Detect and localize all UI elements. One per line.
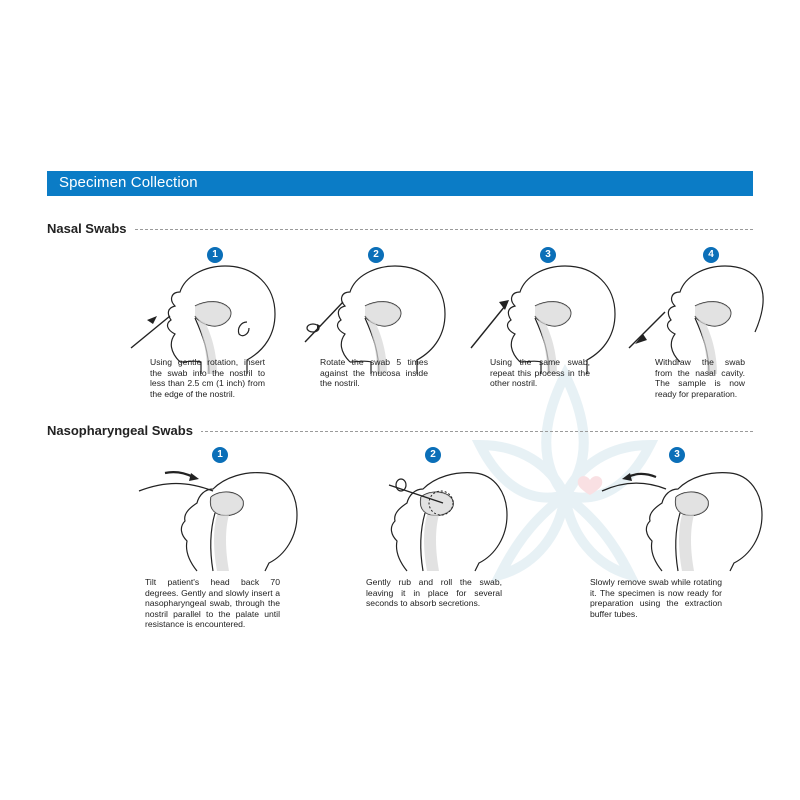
nasal-step-1-caption: Using gentle rotation, insert the swab into the nostril to less than 2.5 cm (1 inch) from the edge of the nostril. [150, 357, 265, 399]
np-step-3-illustration [600, 463, 765, 573]
nasal-divider [125, 229, 753, 230]
nasal-step-3-badge: 3 [540, 247, 556, 263]
nasal-step-2-badge: 2 [368, 247, 384, 263]
np-step-1-caption: Tilt patient's head back 70 degrees. Gently and slowly insert a nasopharyngeal swab, through the nostril parallel to the palate until resistance is encountered. [145, 577, 280, 630]
nasal-step-3-caption: Using the same swab, repeat this process in the other nostril. [490, 357, 590, 389]
header-bar [47, 171, 753, 196]
nasal-step-4-caption: Withdraw the swab from the nasal cavity. The sample is now ready for preparation. [655, 357, 745, 399]
nasal-section-title: Nasal Swabs [47, 221, 135, 236]
nasal-step-2-caption: Rotate the swab 5 times against the mucosa inside the nostril. [320, 357, 428, 389]
nasopharyngeal-divider [200, 431, 753, 432]
nasal-step-4-badge: 4 [703, 247, 719, 263]
nasal-step-1-badge: 1 [207, 247, 223, 263]
np-step-2-illustration [385, 463, 550, 573]
np-step-3-badge: 3 [669, 447, 685, 463]
page-title: Specimen Collection [59, 174, 198, 191]
nasopharyngeal-section-title: Nasopharyngeal Swabs [47, 423, 201, 438]
np-step-1-illustration [135, 463, 300, 573]
np-step-3-caption: Slowly remove swab while rotating it. The specimen is now ready for preparation using the extraction buffer tubes. [590, 577, 722, 619]
np-step-2-badge: 2 [425, 447, 441, 463]
np-step-2-caption: Gently rub and roll the swab, leaving it in place for several seconds to absorb secretions. [366, 577, 502, 609]
np-step-1-badge: 1 [212, 447, 228, 463]
